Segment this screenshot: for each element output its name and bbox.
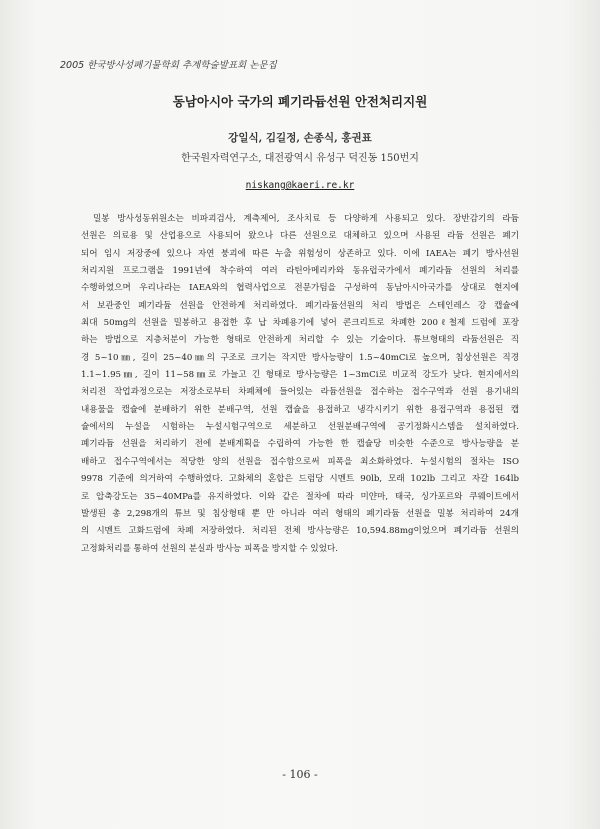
body-line: 처리전 작업과정으로는 저장소로부터 차폐체에 들어있는 라듐선원을 접수하는 접수구역과 선원 용기내의 [81,387,519,398]
body-line: 의 시멘트 고화드럼에 차폐 저장하였다. 처리된 전체 방사능량은 10,594.88mg이었으며 폐기라듐 선원의 [81,526,519,537]
contact-email[interactable] [0,180,600,191]
body-line: 서 보관중인 폐기라듐 선원을 안전하게 처리하였다. 폐기라듐선원의 처리 방법은 스테인레스 강 캡슐에 [81,300,519,311]
body-line: 발생된 총 2,298개의 튜브 및 침상형태 뿐 만 아니라 여러 형태의 폐기라듐 선원을 밀봉 처리하여 24개 [81,508,519,519]
body-line: 고정화처리를 통하여 선원의 분실과 방사능 피폭을 방지할 수 있었다. [81,543,339,554]
body-line: 9978 기준에 의거하여 수행하였다. 고화체의 혼합은 드럼당 시멘트 90lb, 모래 102lb 그리고 자갈 164lb [81,474,519,485]
body-line: 선원은 의료용 및 산업용으로 사용되어 왔으나 다른 선원으로 대체하고 있으며 사용된 라듐 선원은 폐기 [81,231,519,242]
body-line: 하는 방법으로 지층처분이 가능한 형태로 안전하게 처리할 수 있는 기술이다. 튜브형태의 라듐선원은 직 [81,335,519,346]
body-line: 처리지원 프로그램을 1991년에 착수하여 여러 라틴아메리카와 동유럽국가에서 폐기라듐 선원의 처리를 [81,266,519,277]
body-line: 수행하였으며 우리나라는 IAEA와의 협력사업으로 전문가팀을 구성하여 동남아시아국가를 상대로 현지에 [81,283,519,294]
abstract-body [81,211,519,558]
body-line: 폐기라듐 선원을 처리하기 전에 분배계획을 수립하여 가능한 한 캡슐당 비슷한 수준으로 방사능량을 분 [81,439,519,450]
body-line: 1.1~1.95㎜, 길이 11~58㎜로 가늘고 긴 형태로 방사능량은 1~3mCi로 비교적 강도가 낮다. 현지에서의 [81,370,519,381]
proceedings-header: 2005 한국방사성폐기물학회 추계학술발표회 논문집 [60,60,277,71]
body-line: 슐에서의 누설을 시험하는 누설시험구역으로 세분하고 선원분배구역에 공기정화시스템을 설치하였다. [81,422,519,433]
body-line: 로 압축강도는 35~40MPa를 유지하였다. 이와 같은 절차에 따라 미얀마, 태국, 싱가포르와 쿠웨이트에서 [81,491,519,502]
body-line: 내용물을 캡슐에 분배하기 위한 분배구역, 선원 캡슐을 용접하고 냉각시키기 위한 용접구역과 용접된 캡 [81,404,519,415]
body-line: 최대 50mg의 선원을 밀봉하고 용접한 후 납 차폐용기에 넣어 콘크리트로 차폐한 200ℓ철제 드럼에 포장 [81,318,519,329]
body-line: 배하고 접수구역에서는 적당한 양의 선원을 접수함으로써 피폭을 최소화하였다. 누설시험의 절차는 ISO [81,456,519,467]
email-link[interactable]: niskang@kaeri.re.kr [245,180,355,191]
body-line: 되어 임시 저장중에 있으나 자연 붕괴에 따른 누출 위험성이 상존하고 있다. 이에 IAEA는 폐기 방사선원 [81,248,519,259]
body-line: 밀봉 방사성동위원소는 비파괴검사, 계측제어, 조사치료 등 다양하게 사용되고 있다. 장반감기의 라듐 [93,214,519,224]
paper-title: 동남아시아 국가의 폐기라듐선원 안전처리지원 [172,94,428,109]
author-list: 강일식, 김길정, 손종식, 홍권표 [228,132,372,144]
affiliation: 한국원자력연구소, 대전광역시 유성구 덕진동 150번지 [181,153,419,164]
page-number: - 106 - [282,768,318,781]
body-line: 경 5~10㎜, 길이 25~40㎜의 구조로 크기는 작지만 방사능량이 1.5~40mCi로 높으며, 침상선원은 직경 [81,352,519,363]
